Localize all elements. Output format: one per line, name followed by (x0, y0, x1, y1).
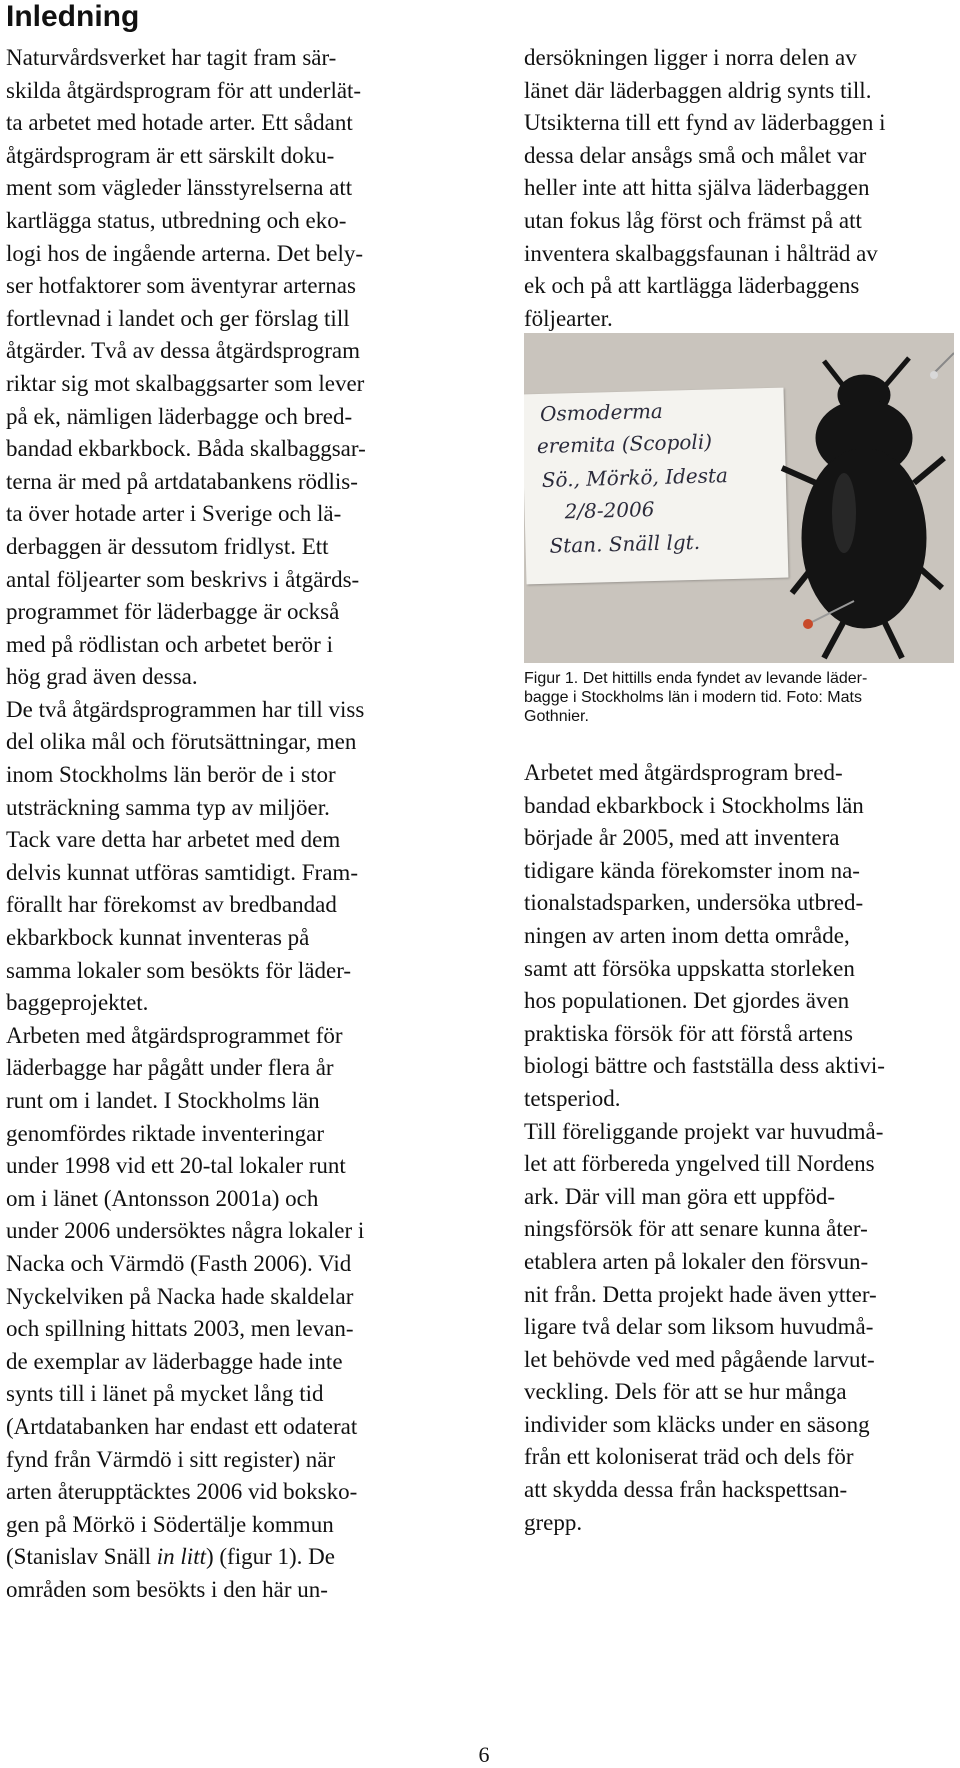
text-line: Nacka och Värmdö (Fasth 2006). Vid (6, 1250, 352, 1276)
text-line: biologi bättre och fastställa dess aktivi- (524, 1053, 885, 1079)
text-line: praktiska försök för att förstå artens (524, 1020, 853, 1046)
text-line: utsträckning samma typ av miljöer. (6, 794, 330, 820)
page-number: 6 (478, 1742, 490, 1767)
text-line: om i länet (Antonsson 2001a) och (6, 1185, 319, 1211)
text-line: fortlevnad i landet och ger förslag till (6, 305, 350, 331)
text-line: och spillning hittats 2003, men levan- (6, 1316, 354, 1342)
caption-line: Gothnier. (524, 708, 589, 725)
label-line: 2/8-2006 (564, 497, 655, 524)
text-line: förallt har förekomst av bredbandad (6, 892, 337, 918)
section-heading: Inledning (6, 0, 140, 33)
text-line: grepp. (524, 1509, 583, 1535)
text-line: tionalstadsparken, undersöka utbred- (524, 890, 864, 916)
text-line: kartlägga status, utbredning och eko- (6, 207, 347, 233)
text-line: utan fokus låg först och främst på att (524, 207, 862, 233)
text-line: genomfördes riktade inventeringar (6, 1120, 325, 1146)
text-line: ment som vägleder länsstyrelserna att (6, 175, 353, 201)
text-line: länet där läderbaggen aldrig synts till. (524, 77, 872, 103)
beetle-illustration (524, 333, 954, 663)
text-line: derbaggen är dessutom fridlyst. Ett (6, 533, 329, 559)
text-line: bandad ekbarkbock i Stockholms län (524, 792, 864, 818)
text-line: med på rödlistan och arbetet berör i (6, 631, 333, 657)
text-line: läderbagge har pågått under flera år (6, 1055, 334, 1081)
text-line: fynd från Värmdö i sitt register) när (6, 1446, 336, 1472)
text-line: dersökningen ligger i norra delen av (524, 45, 857, 70)
text-line: under 1998 vid ett 20-tal lokaler runt (6, 1153, 346, 1179)
text-line: dessa delar ansågs små och målet var (524, 142, 867, 168)
text-line: riktar sig mot skalbaggsarter som lever (6, 370, 365, 396)
text-line: baggeprojektet. (6, 990, 149, 1016)
text-line: runt om i landet. I Stockholms län (6, 1088, 320, 1113)
text-line: tidigare kända förekomster inom na- (524, 857, 860, 883)
text-line: tetsperiod. (524, 1085, 621, 1111)
text-line: let behövde ved med pågående larvut- (524, 1346, 875, 1372)
text-line: ligare två delar som liksom huvudmå- (524, 1314, 874, 1340)
text-line: inventera skalbaggsfaunan i hålträd av (524, 240, 878, 266)
italic-citation: in litt (156, 1544, 206, 1570)
text-line: let att förbereda yngelved till Nordens (524, 1151, 875, 1177)
text-line: veckling. Dels för att se hur många (524, 1379, 847, 1405)
text-line: ningsförsök för att senare kunna åter- (524, 1216, 868, 1242)
text-line: synts till i länet på mycket lång tid (6, 1381, 324, 1407)
text-line: arten återupptäcktes 2006 vid boksko- (6, 1479, 358, 1505)
text-line: etablera arten på lokaler den försvun- (524, 1248, 869, 1274)
text-line: logi hos de ingående arterna. Det bely- (6, 240, 364, 266)
figure-caption (524, 669, 954, 726)
text-line: ek och på att kartlägga läderbaggens (524, 273, 860, 299)
text-line: gen på Mörkö i Södertälje kommun (6, 1511, 334, 1537)
label-line: Stan. Snäll lgt. (549, 529, 701, 558)
text-line: på ek, nämligen läderbagge och bred- (6, 403, 353, 429)
text-line: delvis kunnat utföras samtidigt. Fram- (6, 859, 358, 885)
text-line: individer som kläcks under en säsong (524, 1411, 870, 1437)
text-line: områden som besökts i den här un- (6, 1576, 328, 1602)
caption-line: bagge i Stockholms län i modern tid. Foto: Mats (524, 689, 862, 706)
text-line: ta över hotade arter i Sverige och lä- (6, 501, 342, 527)
text-line: De två åtgärdsprogrammen har till viss (6, 696, 365, 722)
text-line: hos populationen. Det gjordes även (524, 988, 850, 1014)
text-line: samma lokaler som besökts för läder- (6, 957, 352, 983)
text-line: Nyckelviken på Nacka hade skaldelar (6, 1283, 354, 1309)
text-line: nit från. Detta projekt hade även ytter- (524, 1281, 877, 1307)
text-line: ser hotfaktorer som äventyrar arternas (6, 273, 356, 299)
text-line: samt att försöka uppskatta storleken (524, 955, 855, 981)
text-line-with-italic (6, 1541, 426, 1574)
text-line: de exemplar av läderbagge hade inte (6, 1348, 343, 1374)
text-line: ark. Där vill man göra ett uppföd- (524, 1183, 836, 1209)
text-line: började år 2005, med att inventera (524, 825, 840, 851)
text-line: ekbarkbock kunnat inventeras på (6, 925, 310, 951)
text-line: följearter. (524, 305, 613, 331)
right-text-column-bottom (524, 757, 949, 1539)
label-line: Osmoderma (539, 398, 664, 426)
text-line: bandad ekbarkbock. Båda skalbaggsar- (6, 436, 366, 462)
beetle-photo (524, 333, 954, 663)
text-line: antal följearter som beskrivs i åtgärds- (6, 566, 360, 592)
text-line: åtgärder. Två av dessa åtgärdsprogram (6, 338, 361, 364)
caption-line: Figur 1. Det hittills enda fyndet av levande läder- (524, 670, 868, 687)
label-line: eremita (Scopoli) (536, 429, 713, 459)
text-line: Utsikterna till ett fynd av läderbaggen i (524, 110, 886, 136)
text-line: från ett koloniserat träd och dels för (524, 1444, 854, 1470)
text-line: under 2006 undersöktes några lokaler i (6, 1218, 365, 1244)
text-line: skilda åtgärdsprogram för att underlät- (6, 77, 362, 103)
text-line: Naturvårdsverket har tagit fram sär- (6, 45, 337, 70)
text-line: terna är med på artdatabankens rödlis- (6, 468, 358, 494)
text-line: åtgärdsprogram är ett särskilt doku- (6, 142, 335, 168)
left-text-column (6, 42, 426, 1607)
text-line: Arbeten med åtgärdsprogrammet för (6, 1022, 343, 1048)
text-line: heller inte att hitta själva läderbaggen (524, 175, 870, 201)
text-line: ta arbetet med hotade arter. Ett sådant (6, 110, 353, 136)
citation-text: (Stanislav Snäll in litt) (figur 1). De (6, 1544, 335, 1570)
text-line: hög grad även dessa. (6, 664, 198, 690)
text-line: ningen av arten inom detta område, (524, 922, 850, 948)
text-line: (Artdatabanken har endast ett odaterat (6, 1413, 358, 1439)
text-line: att skydda dessa från hackspettsan- (524, 1477, 848, 1503)
text-line: Arbetet med åtgärdsprogram bred- (524, 760, 843, 785)
text-line: programmet för läderbagge är också (6, 599, 340, 625)
text-line: Tack vare detta har arbetet med dem (6, 827, 341, 853)
text-line: del olika mål och förutsättningar, men (6, 729, 357, 755)
right-text-column-top (524, 42, 949, 335)
label-line: Sö., Mörkö, Idesta (541, 463, 729, 492)
text-line: inom Stockholms län berör de i stor (6, 762, 336, 788)
text-line: Till föreliggande projekt var huvudmå- (524, 1118, 884, 1144)
